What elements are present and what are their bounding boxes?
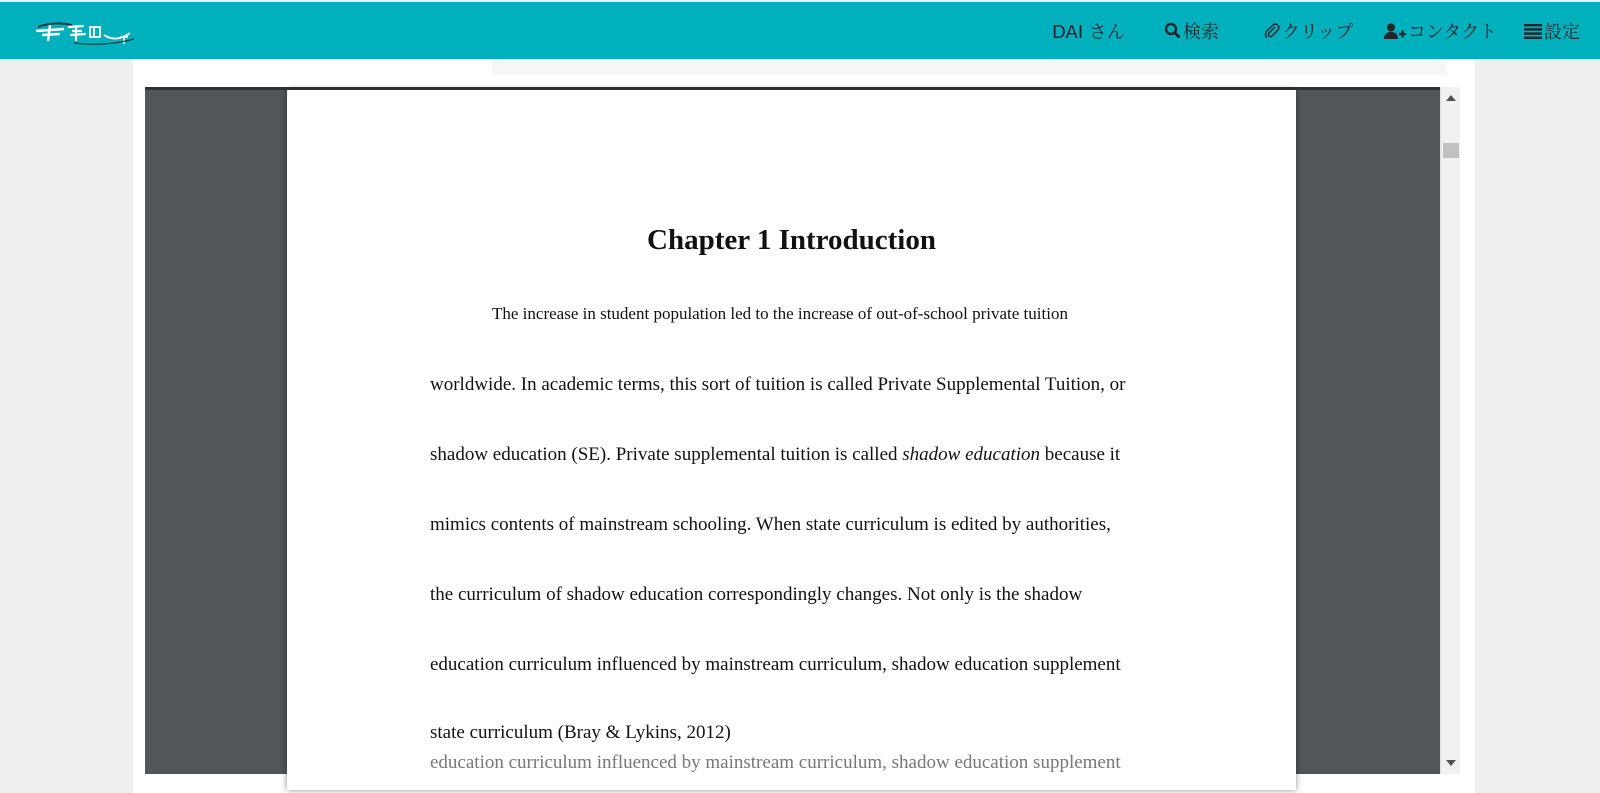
content-header-strip — [492, 59, 1446, 75]
search-label: 検索 — [1183, 21, 1219, 43]
document-line: mimics contents of mainstream schooling. When state curriculum is edited by authorities, — [430, 514, 1111, 535]
list-icon — [1524, 23, 1542, 39]
settings-link[interactable] — [1524, 2, 1580, 59]
scroll-up-arrow-icon[interactable] — [1446, 95, 1456, 101]
search-link[interactable] — [1164, 2, 1219, 59]
clipped-next-line — [430, 752, 1170, 773]
clipped-text: education curriculum influenced by mainstream curriculum, shadow education supplement — [430, 752, 1121, 773]
clip-label: クリップ — [1282, 21, 1354, 43]
search-icon — [1164, 22, 1181, 39]
pdf-viewer[interactable] — [145, 87, 1440, 774]
user-name-label: DAI さん — [1052, 21, 1125, 43]
contact-label: コンタクト — [1408, 21, 1498, 43]
line-segment: shadow education (SE). Private supplemental tuition is called — [430, 444, 903, 465]
document-line: education curriculum influenced by mainstream curriculum, shadow education supplement — [430, 654, 1121, 675]
viewer-scrollbar[interactable] — [1440, 87, 1460, 774]
chapter-title: Chapter 1 Introduction — [647, 224, 936, 256]
document-line: The increase in student population led to the increase of out-of-school private tuition — [492, 304, 1068, 323]
document-page — [287, 90, 1296, 790]
document-line: worldwide. In academic terms, this sort of tuition is called Private Supplemental Tuition, or — [430, 374, 1126, 395]
document-line: the curriculum of shadow education correspondingly changes. Not only is the shadow — [430, 584, 1083, 605]
settings-label: 設定 — [1544, 21, 1580, 43]
site-logo-icon[interactable] — [34, 17, 140, 47]
contact-link[interactable] — [1384, 2, 1497, 59]
document-line: state curriculum (Bray & Lykins, 2012) — [430, 722, 731, 743]
line-segment: because it — [1040, 444, 1121, 465]
add-user-icon — [1384, 23, 1406, 39]
document-line — [430, 444, 1120, 466]
user-menu[interactable] — [1052, 2, 1125, 59]
paperclip-icon — [1264, 22, 1280, 40]
top-nav-bar — [0, 2, 1600, 59]
scroll-down-arrow-icon[interactable] — [1446, 760, 1456, 766]
clip-link[interactable] — [1264, 2, 1353, 59]
italic-phrase: shadow education — [902, 444, 1041, 465]
scroll-thumb[interactable] — [1443, 143, 1459, 158]
viewer-top-border — [145, 87, 1440, 90]
